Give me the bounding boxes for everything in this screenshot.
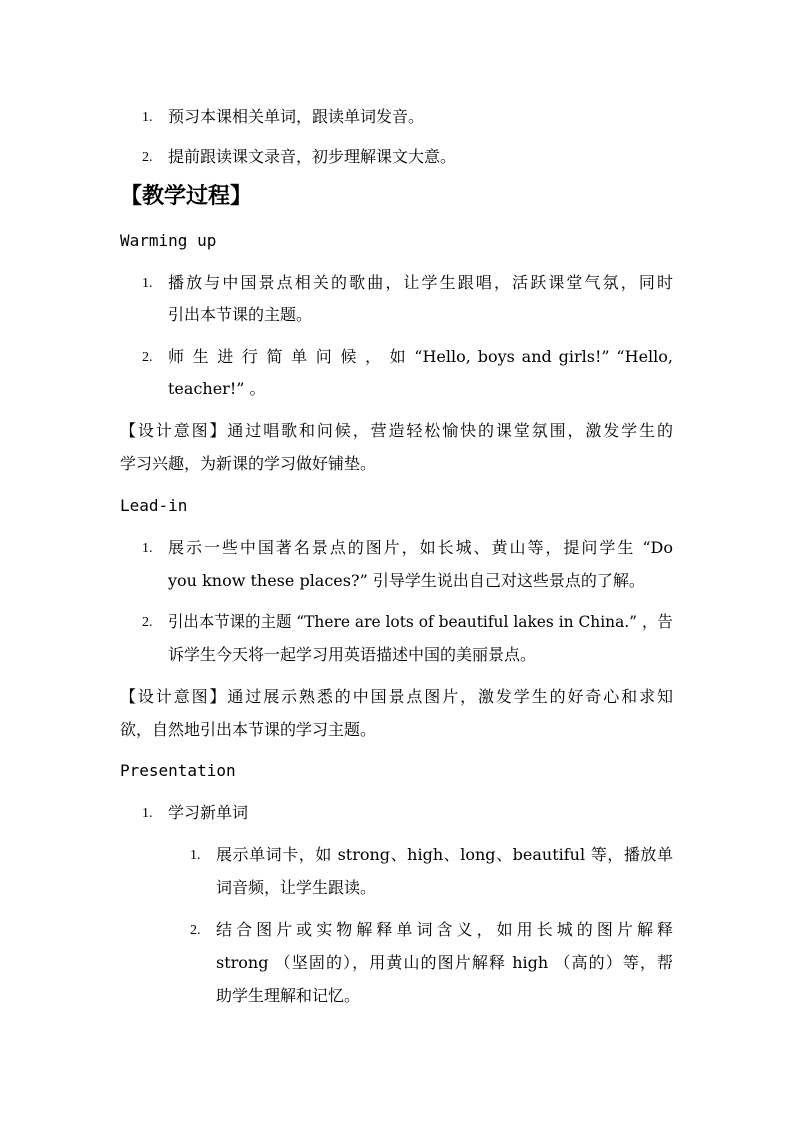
lead-in-item-2-line-2: 诉学生今天将一起学习用英语描述中国的美丽景点。 xyxy=(168,645,537,664)
presentation-title: Presentation xyxy=(120,761,236,780)
presentation-sub-1-number: 1. xyxy=(190,848,201,863)
section-heading: 【教学过程】 xyxy=(120,183,253,209)
presentation-sub-2-number: 2. xyxy=(190,923,201,938)
presentation-item-1-text: 学习新单词 xyxy=(168,803,249,822)
warming-item-1-number: 1. xyxy=(142,276,153,291)
lead-in-design-intent-line-1: 【设计意图】通过展示熟悉的中国景点图片，激发学生的好奇心和求知 xyxy=(120,687,673,706)
presentation-sub-2-line-3: 助学生理解和记忆。 xyxy=(216,986,361,1005)
presentation-sub-1-line-1: 展示单词卡，如 strong、high、long、beautiful 等，播放单 xyxy=(216,845,673,864)
presentation-item-1-number: 1. xyxy=(142,806,153,821)
warming-design-intent-line-2: 学习兴趣，为新课的学习做好铺垫。 xyxy=(120,454,377,473)
lead-in-item-1-number: 1. xyxy=(142,541,153,556)
presentation-sub-1-line-2: 词音频，让学生跟读。 xyxy=(216,878,377,897)
warming-design-intent-line-1: 【设计意图】通过唱歌和问候，营造轻松愉快的课堂氛围，激发学生的 xyxy=(120,421,673,440)
prep-item-2-text: 提前跟读课文录音，初步理解课文大意。 xyxy=(168,147,457,166)
lead-in-item-1-line-1: 展示一些中国著名景点的图片，如长城、黄山等，提问学生 “Do xyxy=(168,538,673,557)
lead-in-title: Lead-in xyxy=(120,496,188,515)
warming-item-2-number: 2. xyxy=(142,350,153,365)
prep-item-1-number: 1. xyxy=(142,110,153,125)
lead-in-item-1-line-2: you know these places?” 引导学生说出自己对这些景点的了解。 xyxy=(168,571,645,590)
presentation-sub-2-line-1: 结合图片或实物解释单词含义，如用长城的图片解释 xyxy=(216,920,673,939)
warming-item-2-line-2: teacher!” 。 xyxy=(168,379,266,398)
warming-item-1-line-2: 引出本节课的主题。 xyxy=(168,305,313,324)
presentation-sub-2-line-2: strong （坚固的），用黄山的图片解释 high （高的）等，帮 xyxy=(216,953,673,972)
warming-item-2-line-1: 师 生 进 行 简 单 问 候 ， 如 “Hello, boys and girls!” “Hello, xyxy=(168,347,673,366)
lead-in-item-2-number: 2. xyxy=(142,615,153,630)
lead-in-item-2-line-1: 引出本节课的主题 “There are lots of beautiful lakes in China.” ，告 xyxy=(168,612,673,631)
prep-item-1-text: 预习本课相关单词，跟读单词发音。 xyxy=(168,107,425,126)
warming-item-1-line-1: 播放与中国景点相关的歌曲，让学生跟唱，活跃课堂气氛，同时 xyxy=(168,273,673,292)
prep-item-2-number: 2. xyxy=(142,150,153,165)
lead-in-design-intent-line-2: 欲，自然地引出本节课的学习主题。 xyxy=(120,720,377,739)
warming-up-title: Warming up xyxy=(120,231,217,250)
